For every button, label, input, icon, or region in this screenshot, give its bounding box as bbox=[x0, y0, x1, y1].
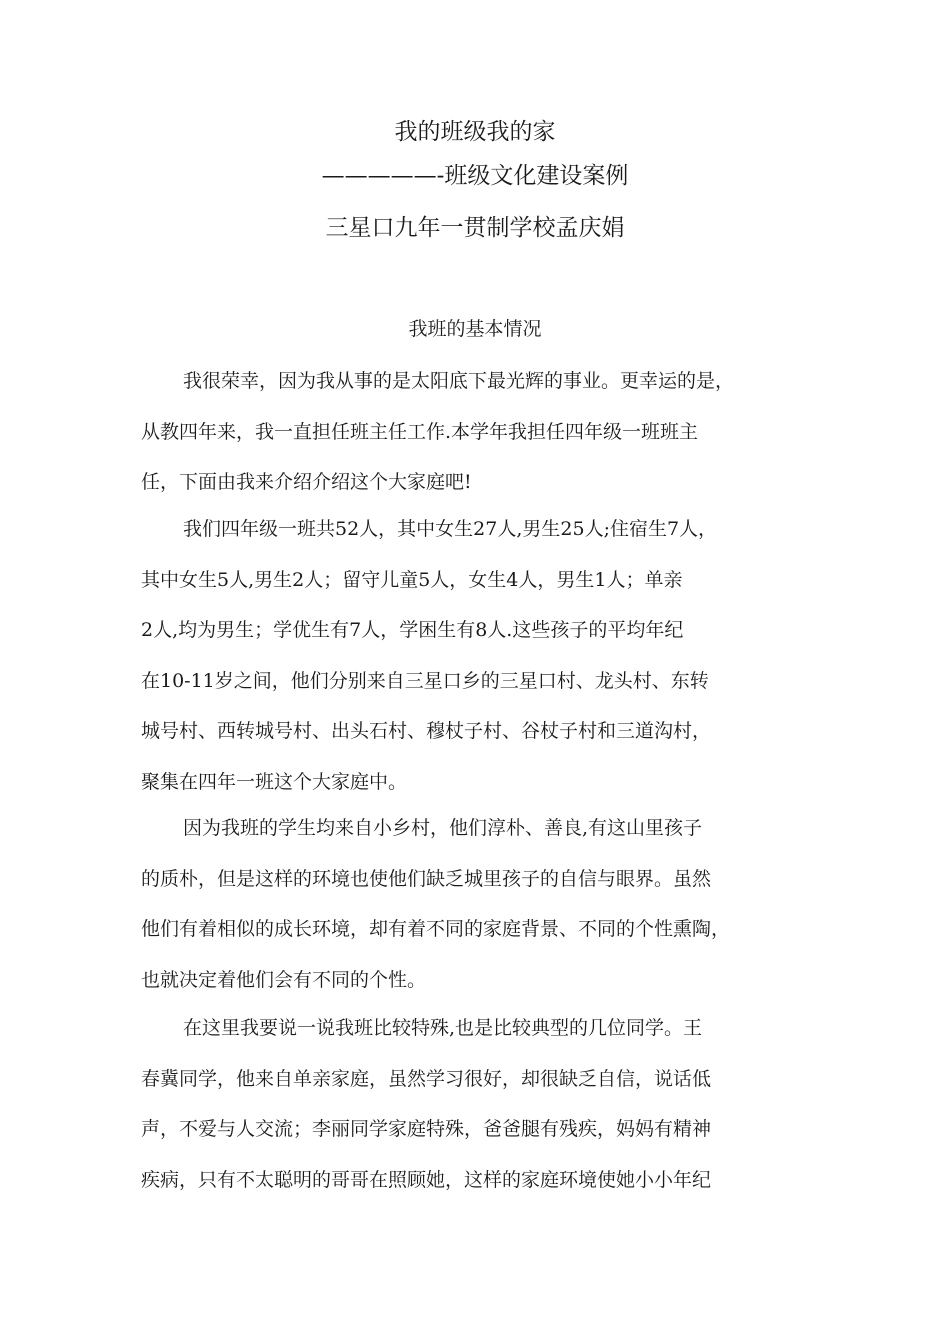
paragraph-line: 任，下面由我来介绍介绍这个大家庭吧! bbox=[141, 471, 472, 493]
paragraph-line: 我们四年级一班共52人，其中女生27人,男生25人;住宿生7人， bbox=[183, 518, 718, 540]
section-heading: 我班的基本情况 bbox=[408, 318, 542, 340]
paragraph-line: 也就决定着他们会有不同的个性。 bbox=[141, 968, 427, 991]
paragraph-line: 的质朴，但是这样的环境也使他们缺乏城里孩子的自信与眼界。虽然 bbox=[141, 867, 712, 890]
paragraph-line: 其中女生5人,男生2人；留守儿童5人，女生4人，男生1人；单亲 bbox=[141, 568, 683, 591]
paragraph-line: 他们有着相似的成长环境，却有着不同的家庭背景、不同的个性熏陶， bbox=[141, 918, 731, 940]
document-subtitle: —————-班级文化建设案例 bbox=[321, 163, 629, 189]
paragraph-2 bbox=[141, 504, 841, 807]
paragraph-4 bbox=[141, 1003, 841, 1205]
paragraph-line: 城号村、西转城号村、出头石村、穆杖子村、谷杖子村和三道沟村， bbox=[141, 720, 712, 742]
paragraph-3 bbox=[141, 803, 841, 1005]
paragraph-line: 在这里我要说一说我班比较特殊,也是比较典型的几位同学。王 bbox=[183, 1017, 703, 1039]
paragraph-line: 因为我班的学生均来自小乡村，他们淳朴、善良,有这山里孩子 bbox=[183, 817, 703, 839]
paragraph-line: 聚集在四年一班这个大家庭中。 bbox=[141, 770, 408, 793]
paragraph-line: 2人,均为男生；学优生有7人，学困生有8人.这些孩子的平均年纪 bbox=[141, 619, 684, 641]
paragraph-line: 从教四年来，我一直担任班主任工作.本学年我担任四年级一班班主 bbox=[141, 420, 699, 443]
paragraph-line: 我很荣幸，因为我从事的是太阳底下最光辉的事业。更幸运的是， bbox=[183, 370, 735, 392]
document-title: 我的班级我的家 bbox=[394, 119, 556, 145]
paragraph-1 bbox=[141, 356, 841, 508]
paragraph-line: 春冀同学，他来自单亲家庭，虽然学习很好，却很缺乏自信，说话低 bbox=[141, 1067, 712, 1090]
paragraph-line: 在10-11岁之间，他们分别来自三星口乡的三星口村、龙头村、东转 bbox=[141, 669, 709, 692]
paragraph-line: 疾病，只有不太聪明的哥哥在照顾她，这样的家庭环境使她小小年纪 bbox=[141, 1168, 712, 1191]
paragraph-line: 声，不爱与人交流；李丽同学家庭特殊，爸爸腿有残疾，妈妈有精神 bbox=[141, 1118, 712, 1140]
document-author: 三星口九年一贯制学校孟庆娟 bbox=[325, 215, 625, 241]
